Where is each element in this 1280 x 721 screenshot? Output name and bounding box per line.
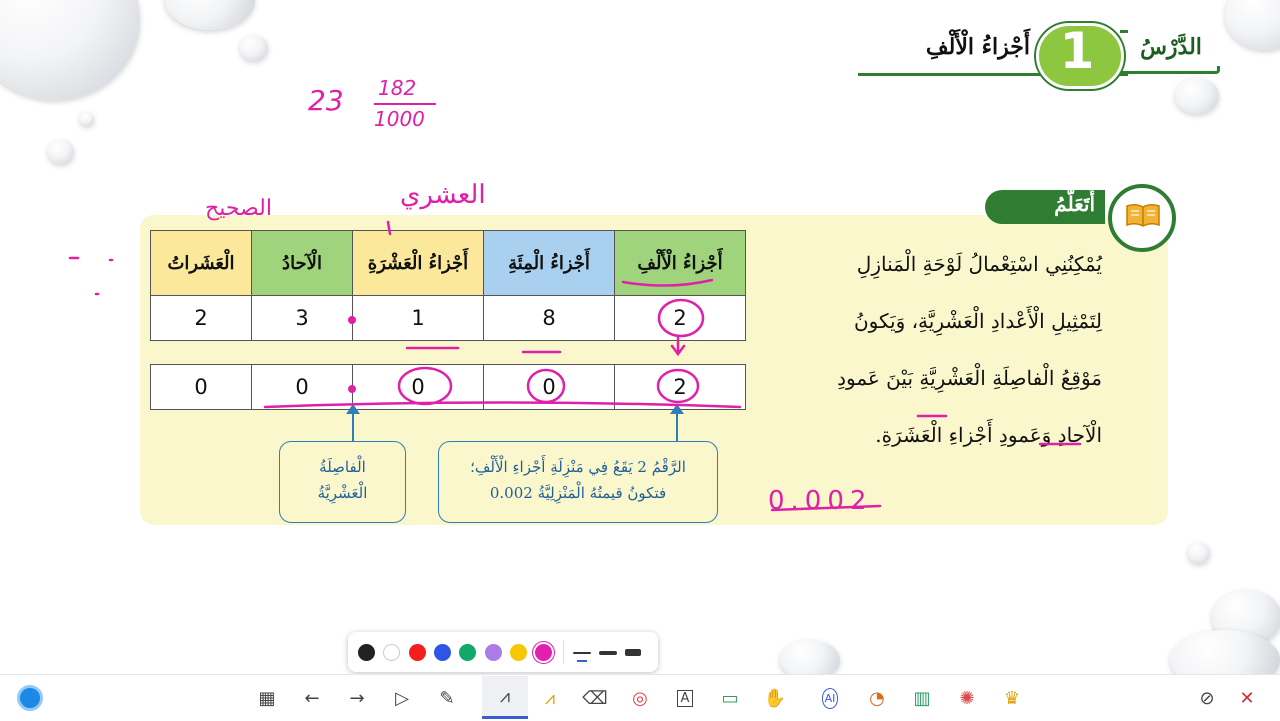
color-swatch-white[interactable] xyxy=(383,644,400,661)
lesson-title: أَجْزاءُ الْأَلْفِ xyxy=(925,34,1030,60)
ink-word-integer: الصحيح xyxy=(205,196,272,221)
text-tool-label: A xyxy=(677,690,694,707)
line-width-thick[interactable] xyxy=(625,649,641,656)
hand-icon[interactable]: ✋ xyxy=(763,687,787,709)
wheel-icon[interactable]: ✺ xyxy=(959,687,975,709)
learn-label: أَتَعَلَّمُ xyxy=(1054,192,1095,216)
ink-number: 23 xyxy=(308,84,344,117)
paragraph-line: لِتَمْثِيلِ الْأَعْدادِ الْعَشْرِيَّةِ، وَيَكونُ xyxy=(853,309,1102,333)
cell-hundredths: 8 xyxy=(484,296,615,341)
header-tens: الْعَشَراتُ xyxy=(151,231,252,296)
color-swatch-green[interactable] xyxy=(459,644,476,661)
close-icon[interactable]: ✕ xyxy=(1239,687,1255,709)
header-ones: الْآحادُ xyxy=(252,231,353,296)
palette-divider xyxy=(563,640,564,664)
camera-icon[interactable] xyxy=(17,685,43,711)
highlighter-icon[interactable]: ⩘ xyxy=(482,676,528,719)
paragraph-line: يُمْكِنُنِي اسْتِعْمالُ لَوْحَةِ الْمَنازِلِ xyxy=(856,252,1102,276)
ink-underline xyxy=(772,506,880,510)
trophy-icon[interactable]: ♛ xyxy=(1003,687,1021,709)
ink-circle xyxy=(399,368,451,404)
cell-thousandths: 2 xyxy=(615,365,746,410)
back-arrow-icon[interactable]: ← xyxy=(304,687,320,709)
ink-written-value: 0.002 xyxy=(768,486,873,516)
ink-mark xyxy=(70,258,112,294)
ai-label: AI xyxy=(822,688,839,709)
lesson-label: الدَّرْسُ xyxy=(1140,34,1202,60)
callout-line: الْفاصِلَةُ xyxy=(319,458,366,476)
callout-line: الرَّقْمُ 2 يَقَعُ فِي مَنْزِلَةِ أَجْزاءِ الْأَلْفِ؛ xyxy=(470,458,686,476)
cell-ones: 0 xyxy=(252,365,353,410)
cell-tenths: 0 xyxy=(353,365,484,410)
board-icon[interactable]: ▭ xyxy=(721,687,739,709)
ink-fraction-den: 1000 xyxy=(374,107,425,131)
chart-icon[interactable]: ▥ xyxy=(913,687,931,709)
forward-arrow-icon[interactable]: → xyxy=(349,687,365,709)
callout-line: فتكونُ قيمتُهُ الْمَنْزِلِيَّةُ 0.002 xyxy=(489,484,667,502)
color-swatch-purple[interactable] xyxy=(485,644,502,661)
ink-fraction-num: 182 xyxy=(378,76,417,100)
callout-line: الْعَشْرِيَّةُ xyxy=(317,484,368,502)
color-swatch-pink[interactable] xyxy=(535,644,552,661)
ink-word-decimal: العشري xyxy=(400,180,486,210)
ink-mark xyxy=(388,222,390,234)
ink-circle xyxy=(658,370,698,402)
hide-icon[interactable]: ⊘ xyxy=(1199,687,1215,709)
apps-icon[interactable]: ▦ xyxy=(258,687,276,709)
cell-tens: 2 xyxy=(151,296,252,341)
ink-arrow xyxy=(672,338,684,354)
ai-icon[interactable] xyxy=(815,683,845,713)
pointer-icon[interactable]: ▷ xyxy=(395,687,409,709)
color-swatch-black[interactable] xyxy=(358,644,375,661)
cell-tens: 0 xyxy=(151,365,252,410)
color-swatch-red[interactable] xyxy=(409,644,426,661)
pen-icon[interactable]: ✎ xyxy=(439,687,455,709)
color-swatch-blue[interactable] xyxy=(434,644,451,661)
line-width-medium[interactable] xyxy=(599,651,617,655)
marker-icon[interactable]: ⩘ xyxy=(544,687,556,709)
paragraph-line: الْآحادِ وَعَمودِ أَجْزاءِ الْعَشَرَةِ. xyxy=(875,423,1102,447)
header-hundredths: أَجْزاءُ الْمِئَةِ xyxy=(484,231,615,296)
color-swatch-yellow[interactable] xyxy=(510,644,527,661)
ink-underline xyxy=(265,403,740,408)
timer-icon[interactable]: ◔ xyxy=(869,687,885,709)
text-icon[interactable] xyxy=(670,683,700,713)
line-width-selected-marker xyxy=(577,660,587,662)
ink-circle xyxy=(659,300,703,336)
line-width-thin[interactable] xyxy=(573,652,591,654)
cell-tenths: 1 xyxy=(353,296,484,341)
ink-underline xyxy=(623,280,712,286)
eraser-icon[interactable]: ⌫ xyxy=(582,687,608,709)
shapes-icon[interactable]: ◎ xyxy=(632,687,648,709)
ink-circle xyxy=(528,370,564,402)
header-thousandths: أَجْزاءُ الْأَلْفِ xyxy=(615,231,746,296)
cell-thousandths: 2 xyxy=(615,296,746,341)
cell-hundredths: 0 xyxy=(484,365,615,410)
lesson-number: 1 xyxy=(1059,22,1095,80)
paragraph-line: مَوْقِعُ الْفاصِلَةِ الْعَشْرِيَّةِ بَيْنَ عَمودِ xyxy=(837,366,1102,390)
cell-ones: 3 xyxy=(252,296,353,341)
header-tenths: أَجْزاءُ الْعَشْرَةِ xyxy=(353,231,484,296)
